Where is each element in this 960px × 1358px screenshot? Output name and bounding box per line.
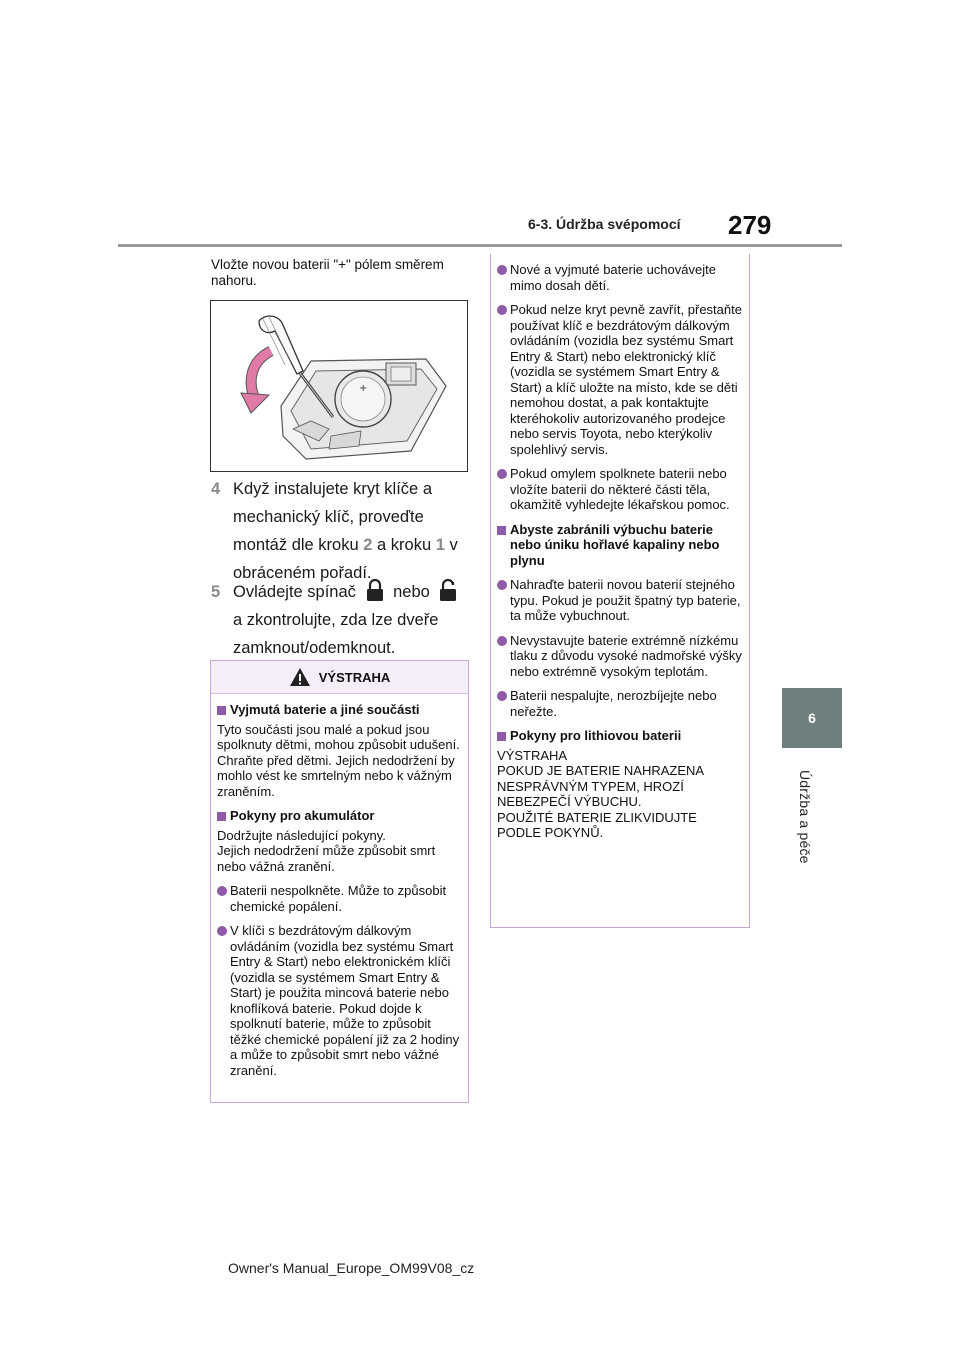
step-text: a kroku — [372, 536, 436, 554]
warning-bullet: V klíči s bezdrátovým dálkovým ovládáním (vozidla bez systému Smart Entry & Start) nebo elektronickém klíči (vozidla se systémem Smart Entry & Start) je použita mincová baterie nebo knoflíková baterie. Pokud dojde k spolknutí baterie, může to způsobit těžké chemické popálení již za 2 hodiny a může to způsobit smrt nebo vážné zranění. — [217, 923, 462, 1078]
svg-text:+: + — [359, 383, 368, 394]
unlock-icon — [438, 578, 458, 602]
page-number: 279 — [728, 210, 772, 240]
warning-heading: Abyste zabránili výbuchu baterie nebo úniku hořlavé kapaliny nebo plynu — [497, 522, 743, 569]
warning-heading: Pokyny pro lithiovou baterii — [497, 728, 743, 744]
key-battery-drawing — [211, 301, 467, 471]
lock-icon — [365, 578, 385, 602]
warning-heading: Pokyny pro akumulátor — [217, 808, 462, 824]
chapter-number: 6 — [808, 710, 816, 726]
chapter-tab — [782, 688, 842, 748]
step-5 — [211, 578, 467, 662]
step-text: Ovládejte spínač — [233, 583, 356, 601]
step-ref: 1 — [435, 536, 445, 554]
warning-title: VÝSTRAHA — [318, 669, 391, 685]
battery-illustration — [210, 300, 468, 472]
rotation-arrow-icon — [241, 351, 271, 413]
header-divider — [118, 244, 842, 247]
warning-bullet: Pokud nelze kryt pevně zavřít, přestaňte používat klíč e bezdrátovým dálkovým ovládáním (vozidla bez systému Smart Entry & Start) nebo elektronický klíč (vozidla se systémem Smart Entry & Start) a klíč uložte na místo, kde se děti nemohou dostat, a pak kontaktujte kteréhokoliv autorizovaného prodejce nebo servis Toyota, nebo kterýkoliv spolehlivý servis. — [497, 302, 743, 457]
step-number: 4 — [211, 480, 221, 498]
footer-doc-id: Owner's Manual_Europe_OM99V08_cz — [228, 1260, 475, 1276]
intro-text: Vložte novou baterii "+" pólem směrem nahoru. — [211, 257, 444, 288]
warning-bullet: Pokud omylem spolknete baterii nebo vložíte baterii do některé části těla, okamžitě vyhledejte lékařskou pomoc. — [497, 466, 743, 513]
section-title: 6-3. Údržba svépomocí — [528, 216, 681, 232]
warning-bullet: Baterii nespalujte, nerozbíjejte nebo neřežte. — [497, 688, 743, 719]
warning-bullet: Nevystavujte baterie extrémně nízkému tlaku z důvodu vysoké nadmořské výšky nebo extrémně vysokým teplotám. — [497, 633, 743, 680]
warning-bullet: Nové a vyjmuté baterie uchovávejte mimo dosah dětí. — [497, 262, 743, 293]
warning-header — [211, 661, 468, 694]
warning-box — [210, 660, 469, 1103]
warning-bullet: Nahraďte baterii novou baterií stejného typu. Pokud je použit špatný typ baterie, ta může vybuchnout. — [497, 577, 743, 624]
warning-bullet: Baterii nespolkněte. Může to způsobit chemické popálení. — [217, 883, 462, 914]
warning-paragraph: Tyto součásti jsou malé a pokud jsou spolknuty dětmi, mohou způsobit udušení. Chraňte před dětmi. Jejich nedodržení by mohlo vést ke smrtelným nebo k vážným zraněním. — [217, 721, 460, 799]
step-4 — [211, 475, 467, 587]
step-ref: 2 — [363, 536, 373, 554]
warning-heading: Vyjmutá baterie a jiné součásti — [217, 702, 462, 718]
warning-paragraph: Dodržujte následující pokyny. Jejich nedodržení může způsobit smrt nebo vážná zranění. — [217, 827, 436, 874]
step-text: a zkontrolujte, zda lze dveře zamknout/odemknout. — [233, 611, 439, 657]
step-text: Když instalujete kryt klíče a mechanický klíč, proveďte montáž dle kroku — [233, 480, 432, 554]
step-text: v obráceném pořadí. — [233, 536, 458, 582]
warning-continuation-box — [490, 254, 750, 928]
warning-triangle-icon — [289, 667, 311, 687]
warning-paragraph: VÝSTRAHA POKUD JE BATERIE NAHRAZENA NESPRÁVNÝM TYPEM, HROZÍ NEBEZPEČÍ VÝBUCHU. POUŽITÉ BATERIE ZLIKVIDUJTE PODLE POKYNŮ. — [497, 747, 704, 840]
step-text: nebo — [393, 583, 430, 601]
chapter-title: Údržba a péče — [797, 770, 813, 864]
step-number: 5 — [211, 583, 221, 601]
